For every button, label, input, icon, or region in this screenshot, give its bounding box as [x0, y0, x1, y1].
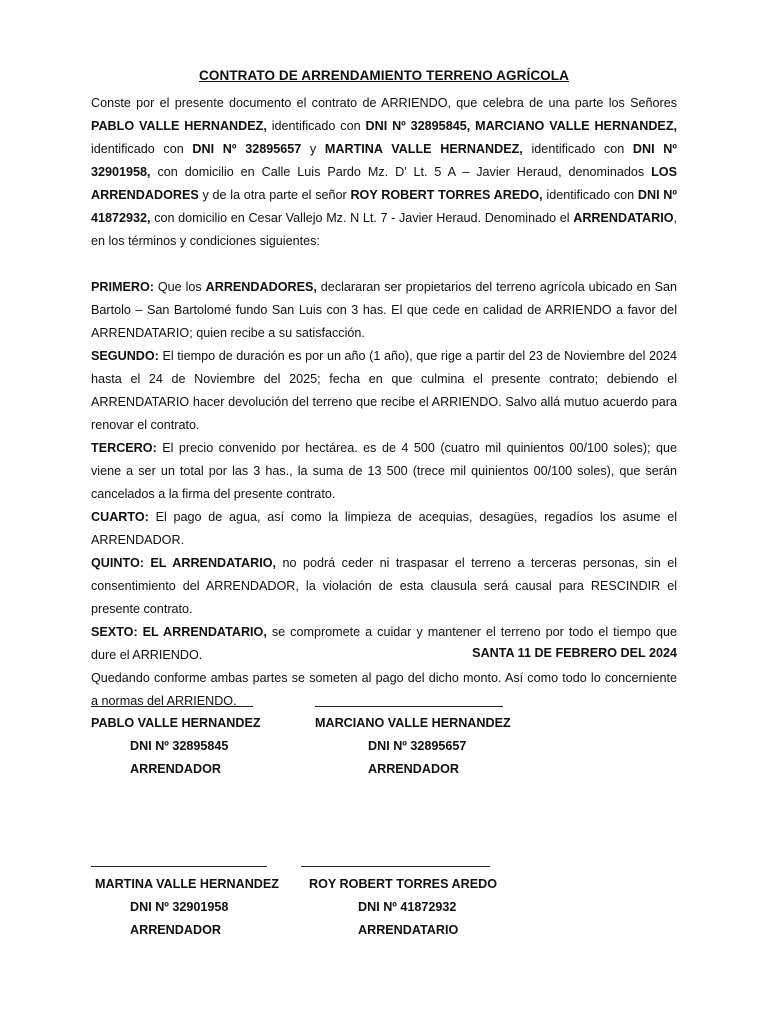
document-body	[91, 92, 677, 713]
intro-bold: ROY ROBERT TORRES AREDO,	[350, 188, 543, 202]
clause-text: El pago de agua, así como la limpieza de acequias, desagües, regadíos los asume el ARRENDADOR.	[91, 510, 677, 547]
signature-line	[301, 866, 490, 867]
intro-text: y	[301, 142, 325, 156]
date-line: SANTA 11 DE FEBRERO DEL 2024	[472, 646, 677, 660]
signer-name: MARCIANO VALLE HERNANDEZ	[315, 716, 511, 730]
intro-text: con domicilio en Calle Luis Pardo Mz. D’ Lt. 5 A – Javier Heraud, denominados	[150, 165, 652, 179]
signer-dni: DNI Nº 32895845	[130, 739, 229, 753]
intro-text: identificado con	[266, 119, 366, 133]
signer-role: ARRENDADOR	[130, 923, 221, 937]
clause-text: El tiempo de duración es por un año (1 año), que rige a partir del 23 de Noviembre del 2024 hasta el 24 de Noviembre del 2025; fecha en que culmina el presente contrato; debiendo el ARRENDATARIO hacer devolución del terreno que recibe el ARRIENDO. Salvo allá mutuo acuerdo para renovar el contrato.	[91, 349, 677, 432]
signer-role: ARRENDADOR	[368, 762, 459, 776]
clause-text: declararan ser propietarios del terreno agrícola ubicado en San Bartolo – San Bartolomé fundo San Luis con 3 has. El que cede en calidad de ARRIENDO a favor del ARRENDATARIO; quien recibe a su satisfacción.	[91, 280, 677, 340]
clause-label: TERCERO:	[91, 441, 157, 455]
clause-label: SEXTO: EL ARRENDATARIO,	[91, 625, 267, 639]
signature-line	[91, 866, 267, 867]
signer-role: ARRENDADOR	[130, 762, 221, 776]
intro-bold: LOS ARRENDADORES	[91, 165, 677, 202]
clause-sexto	[91, 621, 677, 667]
signature-line	[91, 706, 253, 707]
closing-paragraph: Quedando conforme ambas partes se someten al pago del dicho monto. Así como todo lo concerniente a normas del ARRIENDO.	[91, 671, 677, 708]
clause-primero	[91, 276, 677, 345]
clause-label: SEGUNDO:	[91, 349, 159, 363]
paragraph-gap	[91, 253, 677, 276]
clause-text: El precio convenido por hectárea. es de 4 500 (cuatro mil quinientos 00/100 soles); que viene a ser un total por las 3 has., la suma de 13 500 (trece mil quinientos 00/100 soles), que serán cancelados a la firma del presente contrato.	[91, 441, 677, 501]
intro-text: , en los términos y condiciones siguientes:	[91, 211, 677, 248]
intro-bold: DNI Nº 32895657	[192, 142, 302, 156]
clause-quinto	[91, 552, 677, 621]
intro-text: identificado con	[91, 142, 193, 156]
intro-bold: PABLO VALLE HERNANDEZ,	[91, 119, 267, 133]
signer-name: MARTINA VALLE HERNANDEZ	[95, 877, 279, 891]
document-title: CONTRATO DE ARRENDAMIENTO TERRENO AGRÍCOLA	[199, 68, 569, 83]
intro-paragraph	[91, 92, 677, 253]
signer-dni: DNI Nº 32895657	[368, 739, 467, 753]
intro-text: identificado con	[542, 188, 638, 202]
clause-label: QUINTO: EL ARRENDATARIO,	[91, 556, 277, 570]
signer-role: ARRENDATARIO	[358, 923, 459, 937]
signer-name: ROY ROBERT TORRES AREDO	[309, 877, 497, 891]
clause-label: CUARTO:	[91, 510, 149, 524]
signature-line	[315, 706, 503, 707]
signature-block-2	[315, 696, 535, 786]
clause-text: no podrá ceder ni traspasar el terreno a terceras personas, sin el consentimiento del ARRENDADOR, la violación de esta clausula será causal para RESCINDIR el presente contrato.	[91, 556, 678, 616]
clause-tercero	[91, 437, 677, 506]
intro-bold: DNI Nº 41872932,	[91, 188, 677, 225]
signature-block-1	[91, 696, 291, 786]
intro-bold: ARRENDATARIO	[573, 211, 674, 225]
intro-text: identificado con	[522, 142, 633, 156]
clause-text: se compromete a cuidar y mantener el terreno por todo el tiempo que dure el ARRIENDO.	[91, 625, 677, 662]
clause-segundo	[91, 345, 677, 437]
intro-bold: DNI Nº 32895845, MARCIANO VALLE HERNANDEZ,	[365, 119, 678, 133]
signature-block-3	[91, 856, 301, 946]
intro-text: y de la otra parte el señor	[198, 188, 351, 202]
signature-block-4	[301, 856, 521, 946]
intro-text: con domicilio en Cesar Vallejo Mz. N Lt. 7 - Javier Heraud. Denominado el	[150, 211, 574, 225]
signer-dni: DNI Nº 41872932	[358, 900, 457, 914]
clause-text: Que los	[153, 280, 206, 294]
clause-bold: ARRENDADORES,	[205, 280, 317, 294]
signer-dni: DNI Nº 32901958	[130, 900, 229, 914]
signer-name: PABLO VALLE HERNANDEZ	[91, 716, 261, 730]
intro-bold: MARTINA VALLE HERNANDEZ,	[324, 142, 523, 156]
clause-cuarto	[91, 506, 677, 552]
clause-label: PRIMERO:	[91, 280, 154, 294]
intro-bold: DNI Nº 32901958,	[91, 142, 677, 179]
intro-text: Conste por el presente documento el contrato de ARRIENDO, que celebra de una parte los Señores	[91, 96, 677, 110]
